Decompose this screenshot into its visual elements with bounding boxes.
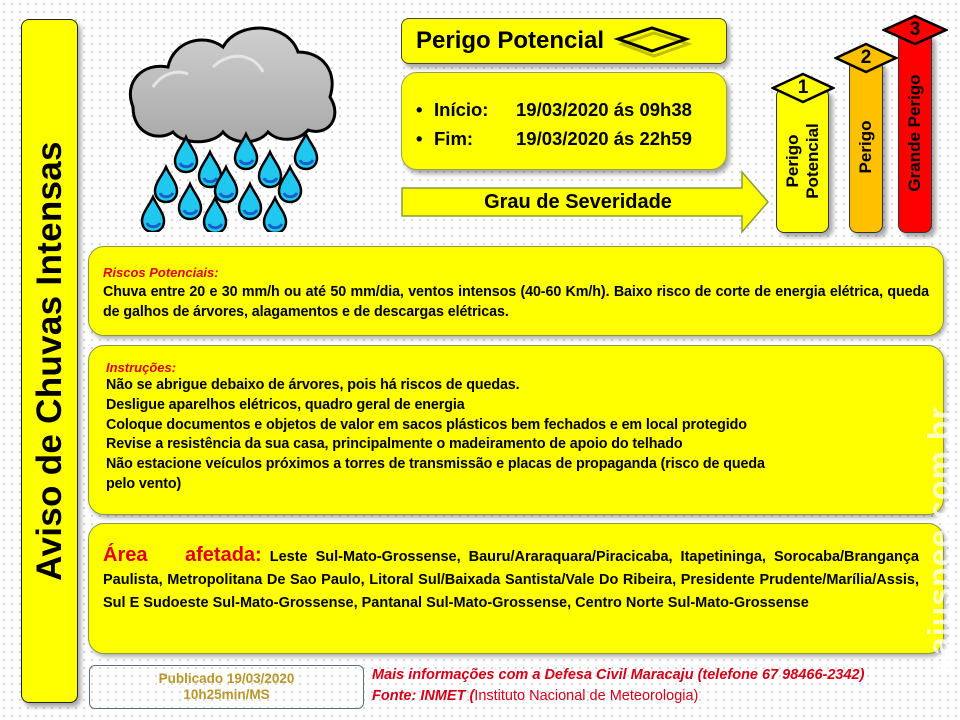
instruction-item: Coloque documentos e objetos de valor em sacos plásticos bem fechados e em local protegido: [106, 416, 747, 433]
risks-heading: Riscos Potenciais:: [103, 265, 219, 280]
level-number: 2: [860, 47, 872, 68]
diamond-outline-icon: [614, 24, 692, 58]
affected-area-text: [103, 544, 919, 615]
level-1-badge: [771, 72, 835, 104]
severity-level-3-label: Grande Perigo: [905, 73, 924, 192]
level-3-badge: [882, 14, 948, 46]
instruction-item: pelo vento): [106, 475, 182, 492]
severity-level-2-label: Perigo: [856, 120, 875, 173]
rain-cloud-icon: [118, 12, 338, 232]
bullet: •: [416, 128, 423, 149]
published-time: 10h25min/MS: [183, 687, 270, 702]
severity-level-3: [898, 32, 932, 233]
instructions-heading: Instruções:: [106, 360, 177, 375]
affected-area-list: Leste Sul-Mato-Grossense, Bauru/Araraquara/Piracicaba, Itapetininga, Sorocaba/Brangança Paulista, Metropolitana De Sao Paulo, Litoral Sul/Baixada Santista/Vale Do Ribeira, Presidente Prudente/Marília/Assis, Sul E Sudoeste Sul-Mato-Grossense, Pantanal Sul-Mato-Grossense, Centro Norte Sul-Mato-Grossense: [103, 549, 919, 611]
watermark: [921, 406, 958, 674]
source-line: [372, 686, 864, 707]
source-label: Fonte: INMET (: [372, 688, 475, 704]
severity-level-1: [776, 88, 829, 233]
affected-area-panel: [88, 523, 944, 654]
affected-area-heading: Área afetada:: [103, 544, 262, 566]
alert-level-label: Perigo Potencial: [416, 27, 605, 54]
validity-period: [401, 72, 727, 170]
label-line: Potencial: [802, 122, 822, 199]
end-date-row: [402, 124, 726, 153]
label-line: Perigo: [782, 134, 802, 187]
watermark-text: caiuspee.com.br: [921, 406, 958, 674]
bullet: •: [416, 99, 423, 120]
start-value: 19/03/2020 ás 09h38: [516, 99, 692, 120]
start-label: Início:: [434, 99, 489, 120]
level-number: 3: [909, 19, 921, 40]
instruction-item: Desligue aparelhos elétricos, quadro geral de energia: [106, 396, 465, 413]
title-banner: [21, 19, 78, 703]
instruction-item: Não estacione veículos próximos a torres de transmissão e placas de propaganda (risco de queda: [106, 456, 765, 473]
potential-risks-panel: [88, 246, 944, 336]
alert-level-header: [401, 18, 727, 64]
source-value: Instituto Nacional de Meteorologia): [474, 688, 699, 704]
severity-arrow: [400, 170, 770, 234]
severity-level-2: [849, 60, 883, 233]
risks-body: Chuva entre 20 e 30 mm/h ou até 50 mm/dia, ventos intensos (40-60 Km/h). Baixo risco de corte de energia elétrica, queda de galhos de árvores, alagamentos e de descargas elétricas.: [103, 284, 929, 320]
instructions-panel: [88, 345, 944, 515]
level-number: 1: [797, 77, 809, 98]
footer-info: [372, 665, 864, 707]
more-info-text: Mais informações com a Defesa Civil Maracaju (telefone 67 98466-2342): [372, 667, 865, 683]
end-value: 19/03/2020 ás 22h59: [516, 128, 692, 149]
severity-level-1-label: [783, 123, 823, 199]
severity-label: Grau de Severidade: [484, 190, 672, 213]
instruction-item: Não se abrigue debaixo de árvores, pois há riscos de quedas.: [106, 377, 520, 393]
page-title: Aviso de Chuvas Intensas: [29, 141, 69, 581]
start-date-row: [402, 95, 726, 124]
end-label: Fim:: [434, 128, 474, 149]
level-2-badge: [834, 42, 898, 74]
published-stamp: [89, 665, 364, 709]
published-date: Publicado 19/03/2020: [158, 671, 295, 686]
instruction-item: Revise a resistência da sua casa, principalmente o madeiramento de apoio do telhado: [106, 436, 683, 453]
